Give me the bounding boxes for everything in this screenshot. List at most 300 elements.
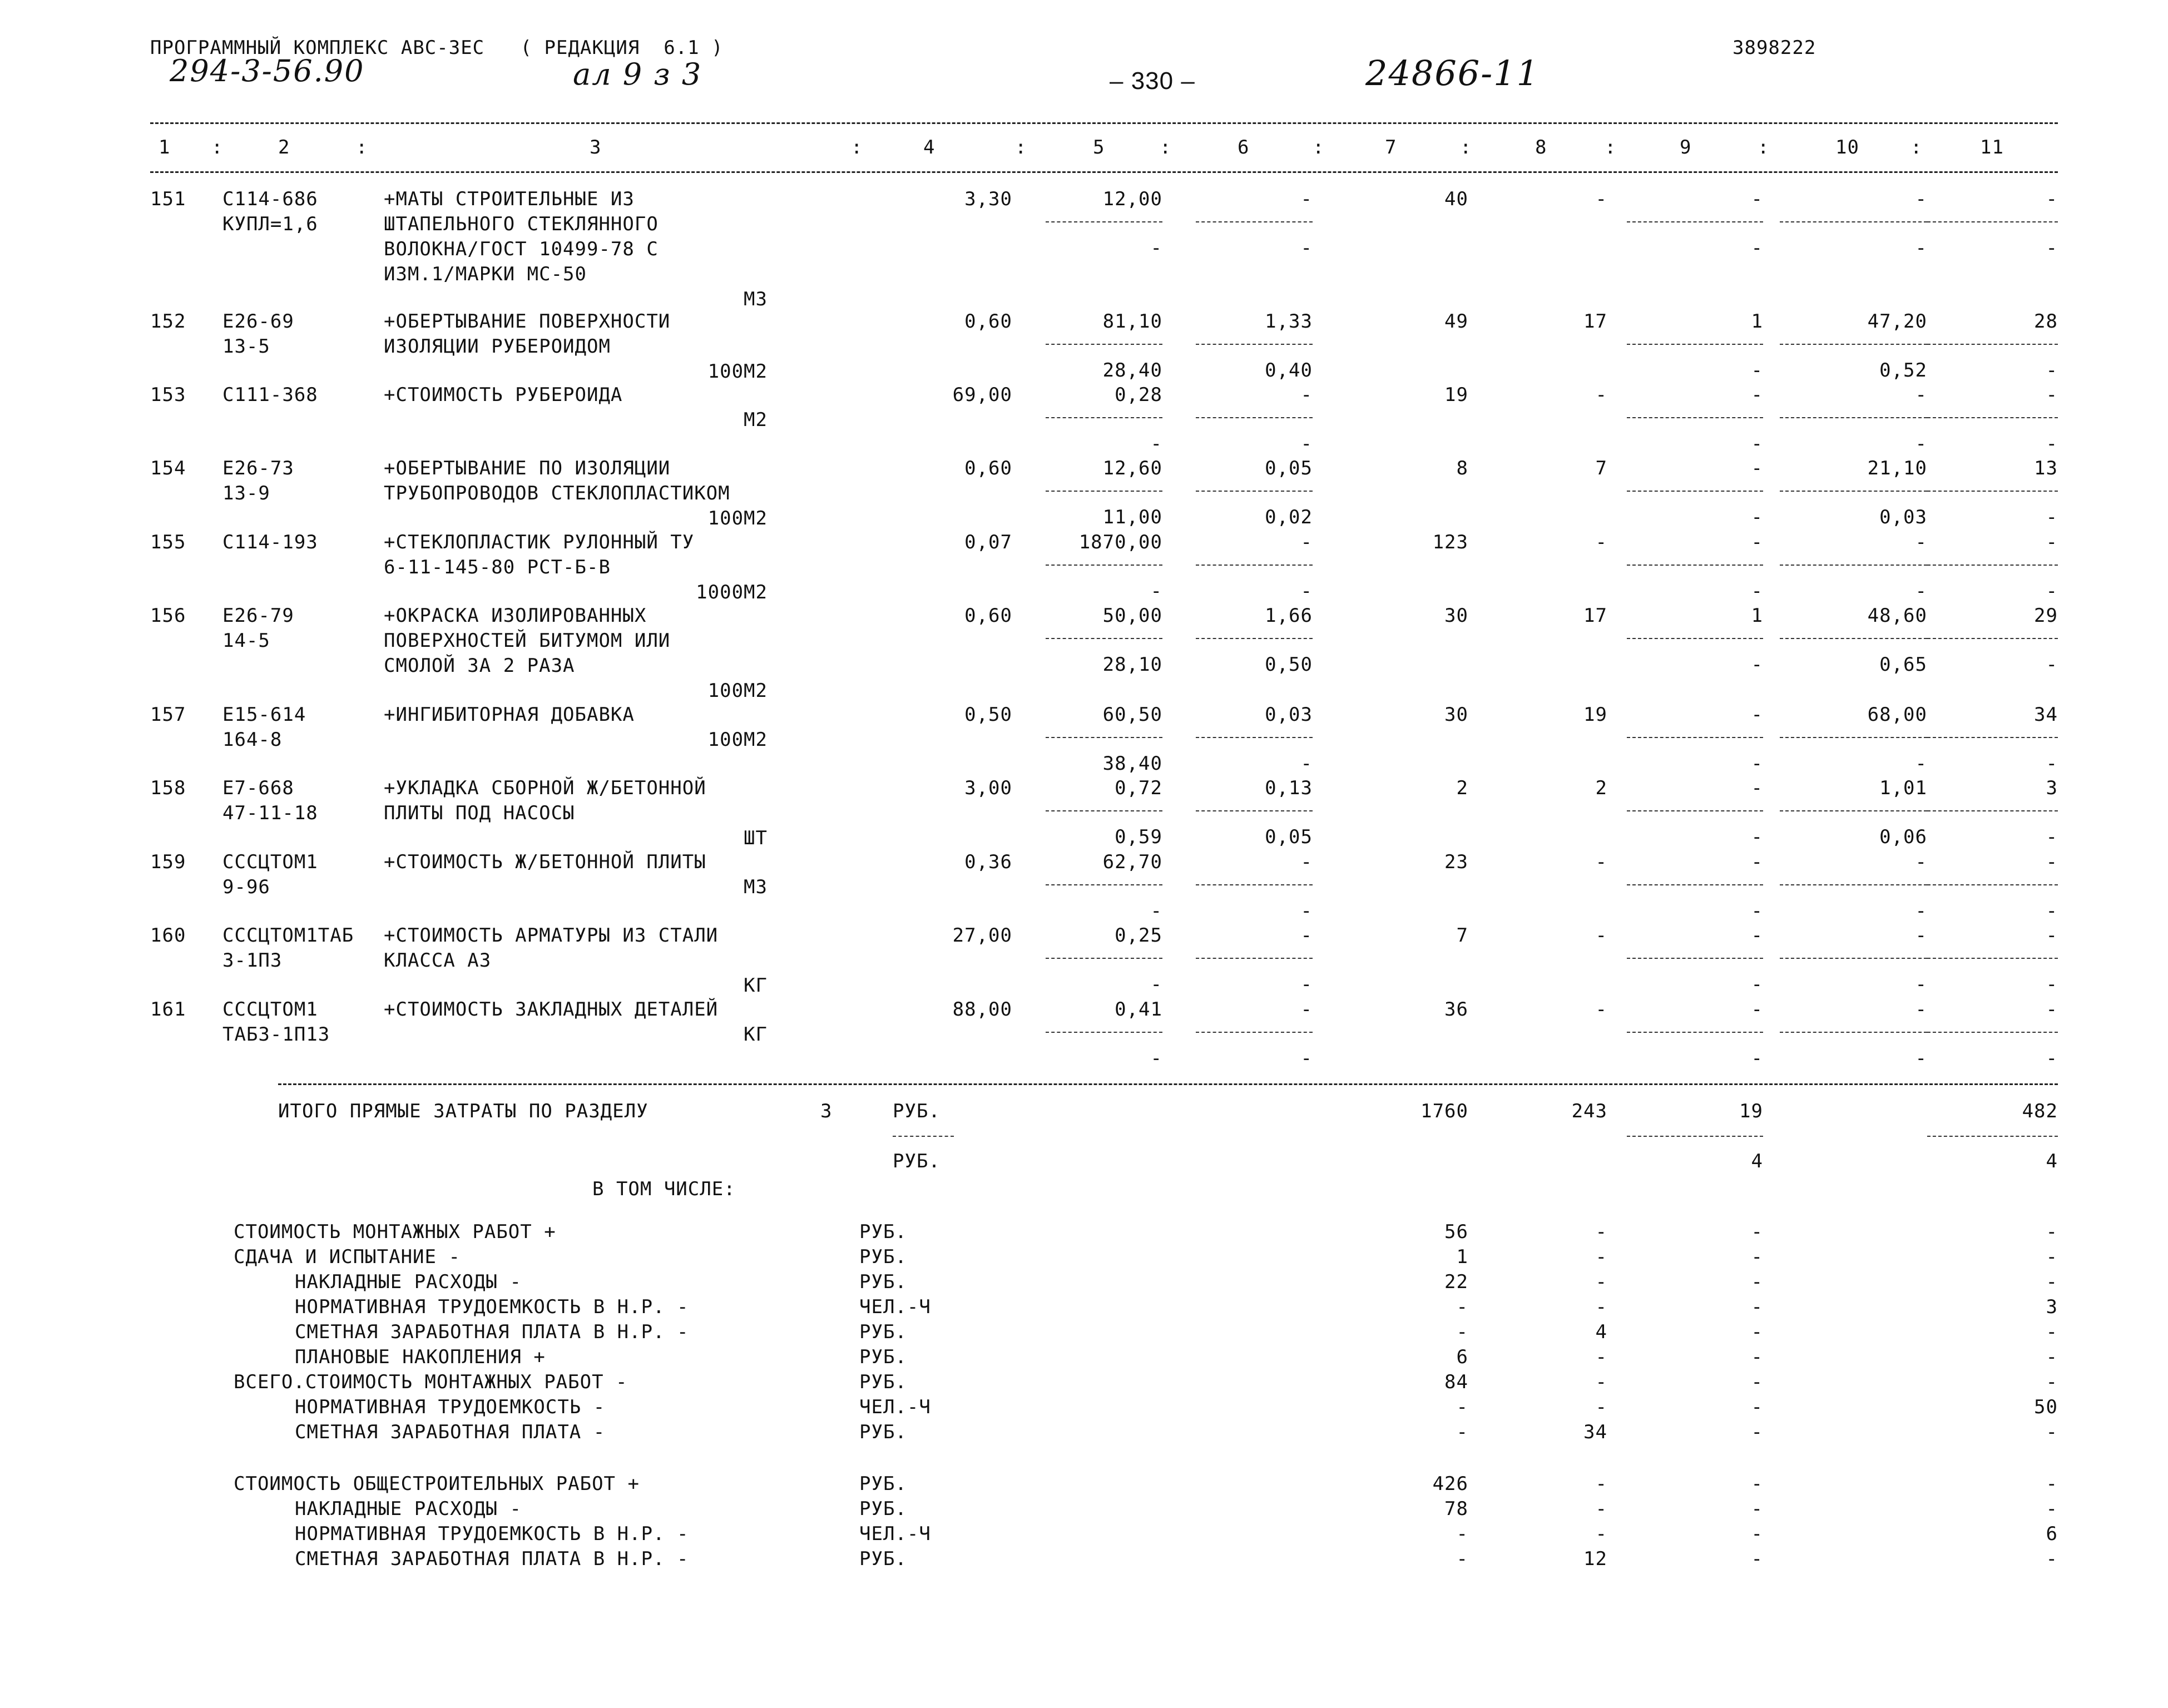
row-unit-cost: 62,70 <box>1102 851 1162 873</box>
summary-col7: 84 <box>1444 1371 1468 1393</box>
summary-col11: - <box>2046 1371 2058 1393</box>
summary-col7: 78 <box>1444 1498 1468 1520</box>
row-number: 158 <box>150 777 186 799</box>
summary-col8: - <box>1595 1498 1607 1520</box>
row-unit-cost: 60,50 <box>1102 704 1162 726</box>
row-subline <box>1927 1032 2058 1033</box>
row-norm-code: СССЦТОМ1ТАБ <box>222 924 354 947</box>
summary-col9: - <box>1751 1246 1763 1268</box>
summary-unit: РУБ. <box>859 1221 907 1243</box>
row-labor-unit: 47,20 <box>1867 310 1927 333</box>
summary-col9: - <box>1751 1498 1763 1520</box>
summary-col11: - <box>2046 1473 2058 1495</box>
row-quantity: 0,36 <box>964 851 1012 873</box>
summary-label: НОРМАТИВНАЯ ТРУДОЕМКОСТЬ В Н.Р. - <box>295 1523 689 1545</box>
program-title: ПРОГРАММНЫЙ КОМПЛЕКС АВС-3ЕС ( РЕДАКЦИЯ 6.1 ) <box>150 37 724 59</box>
row-subline <box>1780 417 1927 418</box>
total-col11-underline <box>1927 1136 2058 1137</box>
row-machine-wages-total: - <box>1751 237 1763 259</box>
row-description: +ИНГИБИТОРНАЯ ДОБАВКА <box>384 704 635 726</box>
summary-col8: - <box>1595 1296 1607 1318</box>
summary-unit: РУБ. <box>859 1271 907 1293</box>
row-quantity: 0,07 <box>964 531 1012 553</box>
row-machine-cost: 1,33 <box>1265 310 1313 333</box>
summary-label: НОРМАТИВНАЯ ТРУДОЕМКОСТЬ В Н.Р. - <box>295 1296 689 1318</box>
row-description: +МАТЫ СТРОИТЕЛЬНЫЕ ИЗ <box>384 188 635 210</box>
row-machine-wages: - <box>1300 752 1313 775</box>
row-subline <box>1927 565 2058 566</box>
summary-col11: - <box>2046 1321 2058 1343</box>
total-unit-second: РУБ. <box>893 1150 941 1172</box>
including-label: В ТОМ ЧИСЛЕ: <box>592 1178 736 1200</box>
row-number: 153 <box>150 384 186 406</box>
row-subline <box>1196 565 1313 566</box>
row-unit-cost: 1870,00 <box>1078 531 1162 553</box>
row-norm-code: Е26-69 <box>222 310 294 333</box>
row-norm-code: 13-5 <box>222 335 270 358</box>
summary-unit: ЧЕЛ.-Ч <box>859 1296 931 1318</box>
row-subline <box>1780 344 1927 345</box>
row-labor-machine-total: - <box>2046 237 2058 259</box>
row-quantity: 0,50 <box>964 704 1012 726</box>
column-header-7: 7 <box>1385 136 1397 159</box>
summary-col9: - <box>1751 1221 1763 1243</box>
row-subline <box>1196 491 1313 492</box>
row-unit-cost-wages: 11,00 <box>1102 506 1162 528</box>
row-subline <box>1627 565 1763 566</box>
row-subline <box>1046 344 1162 345</box>
row-subline <box>1627 221 1763 222</box>
summary-col9: - <box>1751 1548 1763 1570</box>
summary-unit: ЧЕЛ.-Ч <box>859 1523 931 1545</box>
row-unit-cost-wages: - <box>1150 433 1162 455</box>
row-subline <box>1780 1032 1927 1033</box>
row-labor-machine-total: - <box>2046 580 2058 602</box>
row-machine-cost: - <box>1300 531 1313 553</box>
row-subline <box>1046 491 1162 492</box>
summary-col8: 34 <box>1583 1421 1607 1443</box>
row-quantity: 3,30 <box>964 188 1012 210</box>
column-separator: : <box>356 136 368 159</box>
row-machine-cost: 0,05 <box>1265 457 1313 479</box>
row-machine-wages-total: - <box>1751 654 1763 676</box>
row-subline <box>1196 884 1313 885</box>
row-labor-machine-unit: - <box>1915 433 1927 455</box>
row-subline <box>1927 417 2058 418</box>
row-labor-total: - <box>2046 924 2058 947</box>
summary-unit: РУБ. <box>859 1346 907 1368</box>
row-subline <box>1627 810 1763 811</box>
row-number: 156 <box>150 605 186 627</box>
row-unit-cost: 12,00 <box>1102 188 1162 210</box>
row-wages: - <box>1595 924 1607 947</box>
column-separator: : <box>1015 136 1027 159</box>
handwritten-sheet-number: 24866-11 <box>1365 53 1540 93</box>
row-machine-wages-total: - <box>1751 752 1763 775</box>
row-labor-machine-total: - <box>2046 826 2058 848</box>
row-norm-code: 47-11-18 <box>222 802 318 824</box>
row-description: ИЗМ.1/МАРКИ МС-50 <box>384 263 587 285</box>
row-wages: 17 <box>1583 310 1607 333</box>
row-unit-cost-wages: 0,59 <box>1115 826 1162 848</box>
row-subline <box>1927 491 2058 492</box>
row-labor-unit: - <box>1915 384 1927 406</box>
total-col11-second: 4 <box>2046 1150 2058 1172</box>
row-machine-total: - <box>1751 384 1763 406</box>
row-subline <box>1196 737 1313 738</box>
table-end-rule <box>278 1083 2058 1085</box>
summary-label: СМЕТНАЯ ЗАРАБОТНАЯ ПЛАТА В Н.Р. - <box>295 1321 689 1343</box>
row-subline <box>1046 1032 1162 1033</box>
column-header-3: 3 <box>590 136 602 159</box>
row-labor-unit: 48,60 <box>1867 605 1927 627</box>
row-labor-machine-unit: - <box>1915 580 1927 602</box>
summary-label: СТОИМОСТЬ ОБЩЕСТРОИТЕЛЬНЫХ РАБОТ + <box>234 1473 640 1495</box>
summary-col11: - <box>2046 1346 2058 1368</box>
row-labor-unit: 68,00 <box>1867 704 1927 726</box>
summary-col9: - <box>1751 1473 1763 1495</box>
row-wages: - <box>1595 851 1607 873</box>
row-labor-machine-unit: - <box>1915 752 1927 775</box>
row-unit: 100М2 <box>707 360 768 383</box>
row-quantity: 3,00 <box>964 777 1012 799</box>
row-subline <box>1196 810 1313 811</box>
total-col9-second: 4 <box>1751 1150 1763 1172</box>
row-wages: 19 <box>1583 704 1607 726</box>
row-description: ВОЛОКНА/ГОСТ 10499-78 С <box>384 238 659 260</box>
row-norm-code: Е7-668 <box>222 777 294 799</box>
row-number: 157 <box>150 704 186 726</box>
row-subline <box>1780 810 1927 811</box>
column-header-1: 1 <box>159 136 171 159</box>
row-subline <box>1927 221 2058 222</box>
row-labor-total: 13 <box>2034 457 2058 479</box>
row-labor-machine-unit: 0,52 <box>1879 359 1927 382</box>
row-wages: - <box>1595 188 1607 210</box>
summary-col9: - <box>1751 1396 1763 1418</box>
row-subline <box>1196 638 1313 639</box>
row-labor-machine-total: - <box>2046 1047 2058 1070</box>
total-col11: 482 <box>2022 1100 2058 1122</box>
row-subline <box>1627 958 1763 959</box>
row-subline <box>1046 565 1162 566</box>
row-labor-unit: 1,01 <box>1879 777 1927 799</box>
summary-col7: 22 <box>1444 1271 1468 1293</box>
column-header-6: 6 <box>1238 136 1250 159</box>
summary-col7: 1 <box>1456 1246 1468 1268</box>
row-description: +СТОИМОСТЬ РУБЕРОИДА <box>384 384 623 406</box>
header-top-rule <box>150 122 2058 124</box>
summary-col7: - <box>1456 1396 1468 1418</box>
summary-col9: - <box>1751 1346 1763 1368</box>
row-description: ИЗОЛЯЦИИ РУБЕРОИДОМ <box>384 335 611 358</box>
row-labor-unit: - <box>1915 851 1927 873</box>
row-machine-wages: - <box>1300 973 1313 996</box>
row-labor-machine-total: - <box>2046 900 2058 922</box>
row-machine-wages: - <box>1300 237 1313 259</box>
row-wages: - <box>1595 384 1607 406</box>
total-underline <box>893 1136 954 1137</box>
row-unit-cost-wages: - <box>1150 1047 1162 1070</box>
summary-col9: - <box>1751 1321 1763 1343</box>
summary-col8: 12 <box>1583 1548 1607 1570</box>
row-quantity: 27,00 <box>952 924 1012 947</box>
row-labor-machine-total: - <box>2046 752 2058 775</box>
row-norm-code: 164-8 <box>222 729 283 751</box>
row-subline <box>1627 344 1763 345</box>
row-labor-machine-total: - <box>2046 359 2058 382</box>
summary-col8: - <box>1595 1221 1607 1243</box>
row-number: 161 <box>150 998 186 1021</box>
row-labor-machine-unit: 0,65 <box>1879 654 1927 676</box>
row-description: КЛАССА А3 <box>384 949 492 972</box>
column-separator: : <box>1160 136 1172 159</box>
total-col9: 19 <box>1739 1100 1763 1122</box>
row-unit: КГ <box>744 974 768 997</box>
row-description: +УКЛАДКА СБОРНОЙ Ж/БЕТОННОЙ <box>384 777 706 799</box>
row-number: 154 <box>150 457 186 479</box>
row-norm-code: Е15-614 <box>222 704 306 726</box>
handwritten-project-number: 294-3-56.90 <box>170 53 365 88</box>
row-total-cost: 49 <box>1444 310 1468 333</box>
row-machine-wages-total: - <box>1751 900 1763 922</box>
column-header-9: 9 <box>1680 136 1692 159</box>
row-machine-wages: - <box>1300 1047 1313 1070</box>
row-machine-wages: 0,50 <box>1265 654 1313 676</box>
row-norm-code: Е26-73 <box>222 457 294 479</box>
summary-col11: - <box>2046 1246 2058 1268</box>
row-unit: М3 <box>744 288 768 310</box>
row-description: +СТЕКЛОПЛАСТИК РУЛОННЫЙ ТУ <box>384 531 695 553</box>
row-unit-cost: 81,10 <box>1102 310 1162 333</box>
row-quantity: 88,00 <box>952 998 1012 1021</box>
row-number: 151 <box>150 188 186 210</box>
row-quantity: 69,00 <box>952 384 1012 406</box>
summary-col7: - <box>1456 1548 1468 1570</box>
column-separator: : <box>1460 136 1472 159</box>
row-machine-wages: 0,40 <box>1265 359 1313 382</box>
row-quantity: 0,60 <box>964 457 1012 479</box>
row-subline <box>1780 958 1927 959</box>
row-subline <box>1627 737 1763 738</box>
row-labor-total: 29 <box>2034 605 2058 627</box>
row-description: +ОКРАСКА ИЗОЛИРОВАННЫХ <box>384 605 647 627</box>
row-subline <box>1046 884 1162 885</box>
row-machine-cost: - <box>1300 851 1313 873</box>
row-norm-code: КУПЛ=1,6 <box>222 213 318 235</box>
row-labor-machine-total: - <box>2046 433 2058 455</box>
row-norm-code: С111-368 <box>222 384 318 406</box>
row-quantity: 0,60 <box>964 310 1012 333</box>
row-total-cost: 30 <box>1444 605 1468 627</box>
row-total-cost: 19 <box>1444 384 1468 406</box>
row-labor-total: - <box>2046 531 2058 553</box>
row-labor-total: - <box>2046 998 2058 1021</box>
row-description: +ОБЕРТЫВАНИЕ ПО ИЗОЛЯЦИИ <box>384 457 671 479</box>
row-labor-machine-total: - <box>2046 654 2058 676</box>
row-description: +ОБЕРТЫВАНИЕ ПОВЕРХНОСТИ <box>384 310 671 333</box>
row-subline <box>1927 638 2058 639</box>
summary-col8: - <box>1595 1523 1607 1545</box>
summary-col11: - <box>2046 1271 2058 1293</box>
row-labor-machine-unit: 0,03 <box>1879 506 1927 528</box>
row-norm-code: СССЦТОМ1 <box>222 998 318 1021</box>
row-subline <box>1780 565 1927 566</box>
summary-col8: - <box>1595 1246 1607 1268</box>
row-total-cost: 7 <box>1456 924 1468 947</box>
row-machine-wages: 0,05 <box>1265 826 1313 848</box>
row-description: +СТОИМОСТЬ ЗАКЛАДНЫХ ДЕТАЛЕЙ <box>384 998 719 1021</box>
row-labor-machine-total: - <box>2046 973 2058 996</box>
row-norm-code: СССЦТОМ1 <box>222 851 318 873</box>
row-wages: 7 <box>1595 457 1607 479</box>
row-description: +СТОИМОСТЬ АРМАТУРЫ ИЗ СТАЛИ <box>384 924 719 947</box>
row-unit: М3 <box>744 876 768 898</box>
row-machine-wages-total: - <box>1751 580 1763 602</box>
row-norm-code: С114-686 <box>222 188 318 210</box>
summary-col8: - <box>1595 1271 1607 1293</box>
row-wages: 17 <box>1583 605 1607 627</box>
summary-col7: 56 <box>1444 1221 1468 1243</box>
document-code: 3898222 <box>1733 37 1816 59</box>
row-subline <box>1627 638 1763 639</box>
row-total-cost: 8 <box>1456 457 1468 479</box>
row-machine-wages: - <box>1300 433 1313 455</box>
row-labor-machine-total: - <box>2046 506 2058 528</box>
row-norm-code: С114-193 <box>222 531 318 553</box>
row-subline <box>1046 221 1162 222</box>
row-subline <box>1627 1032 1763 1033</box>
row-machine-cost: 0,03 <box>1265 704 1313 726</box>
row-total-cost: 2 <box>1456 777 1468 799</box>
handwritten-album-number: ал 9 з 3 <box>573 57 702 92</box>
row-total-cost: 23 <box>1444 851 1468 873</box>
total-section-number: 3 <box>820 1100 833 1122</box>
row-machine-total: - <box>1751 457 1763 479</box>
row-labor-machine-unit: - <box>1915 900 1927 922</box>
row-number: 155 <box>150 531 186 553</box>
row-quantity: 0,60 <box>964 605 1012 627</box>
row-subline <box>1627 417 1763 418</box>
row-machine-total: - <box>1751 851 1763 873</box>
row-description: 6-11-145-80 РСТ-Б-В <box>384 556 611 578</box>
row-number: 160 <box>150 924 186 947</box>
row-machine-cost: - <box>1300 924 1313 947</box>
row-subline <box>1780 737 1927 738</box>
row-description: ТРУБОПРОВОДОВ СТЕКЛОПЛАСТИКОМ <box>384 482 730 504</box>
row-labor-unit: - <box>1915 998 1927 1021</box>
row-norm-code: Е26-79 <box>222 605 294 627</box>
summary-col7: - <box>1456 1321 1468 1343</box>
summary-col8: - <box>1595 1396 1607 1418</box>
row-labor-machine-unit: - <box>1915 973 1927 996</box>
column-header-4: 4 <box>923 136 935 159</box>
row-description: СМОЛОЙ ЗА 2 РАЗА <box>384 655 575 677</box>
summary-unit: РУБ. <box>859 1371 907 1393</box>
row-subline <box>1627 491 1763 492</box>
row-machine-total: - <box>1751 777 1763 799</box>
row-machine-wages-total: - <box>1751 433 1763 455</box>
row-unit-cost: 0,72 <box>1115 777 1162 799</box>
row-machine-cost: 1,66 <box>1265 605 1313 627</box>
summary-unit: РУБ. <box>859 1473 907 1495</box>
row-unit: 100М2 <box>707 729 768 751</box>
row-machine-cost: - <box>1300 384 1313 406</box>
row-machine-total: 1 <box>1751 605 1763 627</box>
row-subline <box>1627 884 1763 885</box>
summary-col7: 6 <box>1456 1346 1468 1368</box>
summary-col11: 3 <box>2046 1296 2058 1318</box>
row-labor-total: - <box>2046 851 2058 873</box>
row-labor-total: 28 <box>2034 310 2058 333</box>
summary-col9: - <box>1751 1523 1763 1545</box>
row-unit-cost: 0,28 <box>1115 384 1162 406</box>
summary-unit: РУБ. <box>859 1498 907 1520</box>
summary-unit: РУБ. <box>859 1246 907 1268</box>
row-unit-cost-wages: - <box>1150 237 1162 259</box>
row-subline <box>1780 884 1927 885</box>
summary-label: СТОИМОСТЬ МОНТАЖНЫХ РАБОТ + <box>234 1221 556 1243</box>
column-header-2: 2 <box>278 136 290 159</box>
summary-label: СДАЧА И ИСПЫТАНИЕ - <box>234 1246 461 1268</box>
row-total-cost: 36 <box>1444 998 1468 1021</box>
row-machine-wages-total: - <box>1751 826 1763 848</box>
summary-label: ПЛАНОВЫЕ НАКОПЛЕНИЯ + <box>295 1346 546 1368</box>
row-description: ПЛИТЫ ПОД НАСОСЫ <box>384 802 575 824</box>
row-wages: - <box>1595 531 1607 553</box>
summary-label: СМЕТНАЯ ЗАРАБОТНАЯ ПЛАТА В Н.Р. - <box>295 1548 689 1570</box>
row-subline <box>1196 1032 1313 1033</box>
row-subline <box>1196 221 1313 222</box>
row-subline <box>1196 417 1313 418</box>
row-unit-cost: 0,25 <box>1115 924 1162 947</box>
summary-col8: 4 <box>1595 1321 1607 1343</box>
summary-col11: 50 <box>2034 1396 2058 1418</box>
row-number: 152 <box>150 310 186 333</box>
total-label: ИТОГО ПРЯМЫЕ ЗАТРАТЫ ПО РАЗДЕЛУ <box>278 1100 649 1122</box>
row-unit-cost-wages: 38,40 <box>1102 752 1162 775</box>
summary-col7: - <box>1456 1523 1468 1545</box>
row-labor-unit: - <box>1915 531 1927 553</box>
summary-unit: РУБ. <box>859 1421 907 1443</box>
summary-col7: 426 <box>1432 1473 1468 1495</box>
column-separator: : <box>1605 136 1617 159</box>
row-subline <box>1780 491 1927 492</box>
row-subline <box>1196 958 1313 959</box>
row-machine-total: - <box>1751 188 1763 210</box>
summary-label: ВСЕГО.СТОИМОСТЬ МОНТАЖНЫХ РАБОТ - <box>234 1371 628 1393</box>
column-separator: : <box>851 136 863 159</box>
row-machine-wages-total: - <box>1751 359 1763 382</box>
row-machine-cost: 0,13 <box>1265 777 1313 799</box>
summary-col11: - <box>2046 1221 2058 1243</box>
row-subline <box>1046 958 1162 959</box>
row-labor-machine-unit: 0,06 <box>1879 826 1927 848</box>
row-unit-cost-wages: - <box>1150 973 1162 996</box>
row-labor-machine-unit: - <box>1915 1047 1927 1070</box>
summary-col7: - <box>1456 1421 1468 1443</box>
summary-unit: РУБ. <box>859 1321 907 1343</box>
summary-col8: - <box>1595 1473 1607 1495</box>
row-subline <box>1927 884 2058 885</box>
summary-col11: - <box>2046 1421 2058 1443</box>
column-separator: : <box>1313 136 1325 159</box>
row-machine-total: 1 <box>1751 310 1763 333</box>
row-norm-code: ТАБ3-1П13 <box>222 1023 330 1046</box>
summary-col9: - <box>1751 1371 1763 1393</box>
row-description: +СТОИМОСТЬ Ж/БЕТОННОЙ ПЛИТЫ <box>384 851 706 873</box>
row-subline <box>1196 344 1313 345</box>
